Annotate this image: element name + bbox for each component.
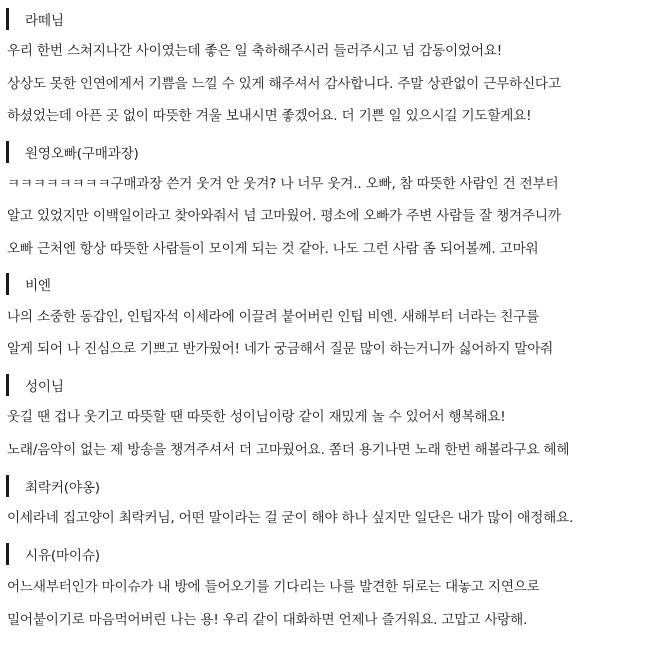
- message-line[interactable]: 이세라네 집고양이 최락커님, 어떤 말이라는 걸 굳이 해야 하나 싶지만 일단은 내가 많이 애정해요.: [7, 510, 574, 526]
- heading-marker: [6, 543, 9, 565]
- message-line: 알게 되어 나 진심으로 기쁘고 반가웠어! 네가 궁금해서 질문 많이 하는거니까 싫어하지 말아줘: [7, 341, 554, 357]
- section-heading: [6, 273, 51, 295]
- section-heading: [6, 543, 100, 565]
- message-line: 나의 소중한 동갑인, 인팁자석 이세라에 이끌려 붙어버린 인팁 비엔. 새해부터 너라는 친구를: [7, 309, 540, 325]
- heading-marker: [6, 374, 9, 396]
- message-line: 밀어붙이기로 마음먹어버린 나는 용! 우리 같이 대화하면 언제나 즐거워요. 고맙고 사랑해.: [7, 612, 528, 628]
- message-line: 우리 한번 스쳐지나간 사이였는데 좋은 일 축하해주시러 들러주시고 넘 감동이었어요!: [7, 43, 502, 59]
- section-heading: [6, 374, 64, 396]
- section-name: 비엔: [25, 278, 51, 294]
- message-line: 오빠 근처엔 항상 따뜻한 사람들이 모이게 되는 것 같아. 나도 그런 사람 좀 되어볼께. 고마워: [7, 241, 539, 257]
- section-heading: [6, 141, 139, 163]
- section-name: 원영오빠(구매과장): [25, 146, 139, 162]
- heading-marker: [6, 273, 9, 295]
- section-name: 시유(마이슈): [25, 548, 100, 564]
- heading-marker: [6, 141, 9, 163]
- heading-marker: [6, 8, 9, 30]
- message-line: 알고 있었지만 이백일이라고 찾아와줘서 넘 고마웠어. 평소에 오빠가 주변 사람들 잘 챙겨주니까: [7, 208, 561, 224]
- message-line: 노래/음악이 없는 제 방송을 챙겨주셔서 더 고마웠어요. 쫌더 용기나면 노래 한번 해볼라구요 헤헤: [7, 442, 570, 458]
- message-line: 어느새부터인가 마이슈가 내 방에 들어오기를 기다리는 나를 발견한 뒤로는 대놓고 지연으로: [7, 579, 540, 595]
- section-heading: [6, 475, 100, 497]
- section-heading: [6, 8, 64, 30]
- message-line: 웃길 땐 겁나 웃기고 따뜻할 땐 따뜻한 성이님이랑 같이 재밌게 놀 수 있어서 행복해요!: [7, 409, 506, 425]
- section-name: 성이님: [25, 379, 64, 395]
- heading-marker: [6, 475, 9, 497]
- section-name: 라떼님: [25, 13, 64, 29]
- message-line: 상상도 못한 인연에게서 기쁨을 느낄 수 있게 해주셔서 감사합니다. 주말 상관없이 근무하신다고: [7, 76, 561, 92]
- message-line: ㅋㅋㅋㅋㅋㅋㅋㅋ구매과장 쓴거 웃겨 안 웃겨? 나 너무 웃겨.. 오빠, 참 따뜻한 사람인 건 전부터: [7, 176, 559, 192]
- message-line: 하셨었는데 아픈 곳 없이 따뜻한 겨울 보내시면 좋겠어요. 더 기쁜 일 있으시길 기도할게요!: [7, 108, 532, 124]
- section-name: 최락커(야옹): [25, 480, 100, 496]
